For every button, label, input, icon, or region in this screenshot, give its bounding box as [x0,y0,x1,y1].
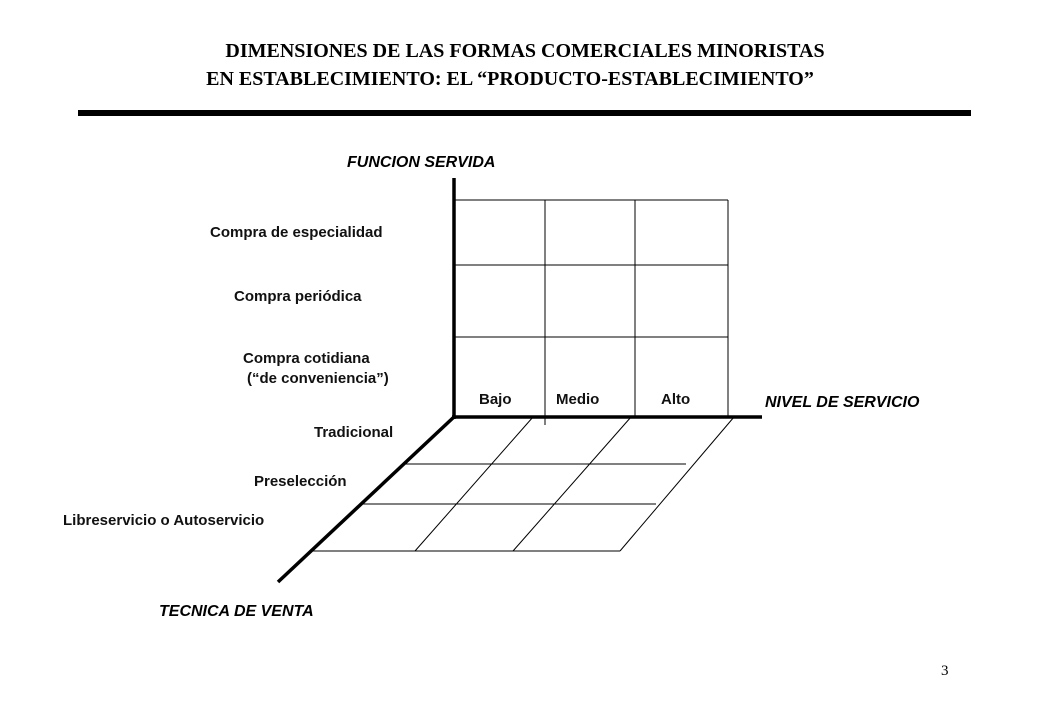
label-preseleccion: Preselección [254,473,347,490]
label-compra-cotidiana-line2: (“de conveniencia”) [247,370,389,387]
label-libreservicio: Libreservicio o Autoservicio [63,512,265,529]
label-tradicional: Tradicional [314,424,394,441]
label-compra-cotidiana [243,349,389,389]
label-compra-especialidad: Compra de especialidad [210,224,383,241]
label-compra-cotidiana-line1: Compra cotidiana [243,350,370,367]
axis-label-tecnica-venta: TECNICA DE VENTA [159,603,314,620]
page-number: 3 [941,663,949,679]
axis-label-funcion-servida: FUNCION SERVIDA [347,154,496,171]
axis-label-nivel-servicio: NIVEL DE SERVICIO [765,394,920,411]
title-line-1: DIMENSIONES DE LAS FORMAS COMERCIALES MINORISTAS [225,40,825,62]
label-compra-periodica: Compra periódica [234,288,362,305]
label-alto: Alto [661,391,691,408]
title-line-2: EN ESTABLECIMIENTO: EL “PRODUCTO-ESTABLECIMIENTO” [206,68,814,90]
label-medio: Medio [556,391,600,408]
label-bajo: Bajo [479,391,512,408]
